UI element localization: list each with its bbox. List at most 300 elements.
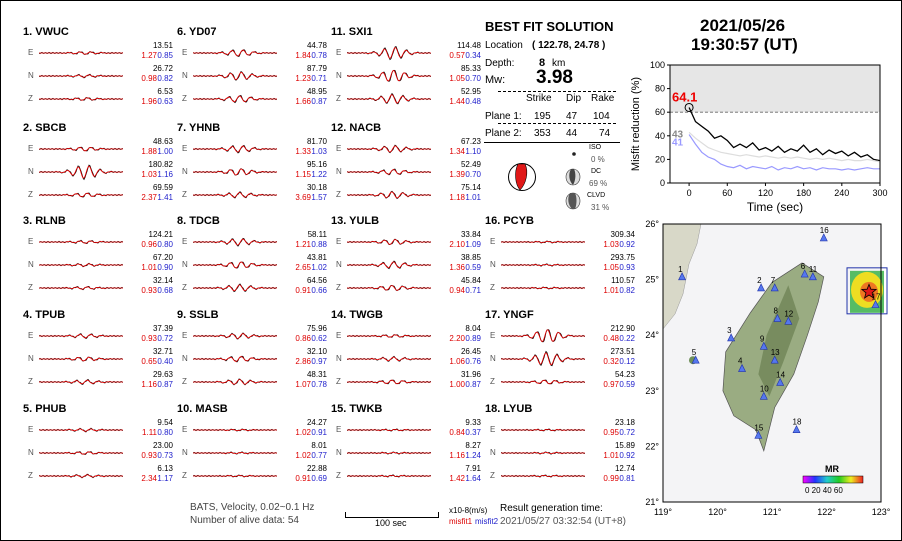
misfit2-value: 0.93 [619, 263, 635, 272]
depth-unit: km [552, 58, 566, 69]
station-number: 7 [770, 275, 776, 285]
waveform-trace [193, 163, 277, 181]
table-divider [498, 91, 616, 92]
lon-label: 123° [871, 507, 891, 517]
station-name: 15. TWKB [331, 403, 383, 415]
location-value: ( 122.78, 24.78 ) [532, 40, 606, 51]
component-label: E [336, 144, 342, 153]
clvd-label: CLVD [587, 192, 606, 199]
lon-label: 122° [817, 507, 836, 517]
misfit2-value: 1.64 [465, 474, 481, 483]
waveform-trace [39, 373, 123, 391]
waveform-trace [39, 67, 123, 85]
misfit2-value: 0.59 [465, 263, 481, 272]
misfit1-value: 1.01 [603, 286, 619, 295]
component-label: E [490, 331, 496, 340]
misfit2-value: 0.71 [465, 286, 481, 295]
misfit1-value: 1.16 [141, 380, 157, 389]
misfit2-value: 1.02 [311, 263, 327, 272]
component-label: Z [182, 94, 187, 103]
misfit2-value: 0.72 [157, 334, 173, 343]
misfit2-value: 1.00 [157, 147, 173, 156]
peak-amplitude: 75.14 [460, 183, 481, 192]
misfit2-value: 0.48 [465, 97, 481, 106]
misfit1-value: 1.16 [449, 451, 465, 460]
misfit2-value: 0.12 [619, 357, 635, 366]
time-scale-label: 100 sec [375, 518, 407, 528]
misfit1-value: 1.36 [449, 263, 465, 272]
waveform-trace [347, 44, 431, 62]
depth-value: 8 [539, 57, 546, 69]
waveform-trace [501, 327, 585, 345]
table-divider-2 [498, 123, 616, 124]
peak-amplitude: 212.90 [610, 324, 635, 333]
misfit1-legend: misfit1 [449, 517, 473, 526]
misfit2-value: 0.82 [157, 74, 173, 83]
waveform-trace [347, 67, 431, 85]
station-number: 6 [800, 262, 806, 272]
station-number: 14 [776, 370, 786, 380]
waveform-trace [347, 373, 431, 391]
component-label: Z [28, 283, 33, 292]
misfit1-value: 1.18 [449, 193, 465, 202]
waveform-trace [39, 467, 123, 485]
solution-divider [484, 142, 620, 143]
component-label: N [182, 71, 188, 80]
waveform-trace [193, 186, 277, 204]
waveform-trace [501, 256, 585, 274]
misfit2-value: 0.40 [157, 357, 173, 366]
misfit2-value: 0.88 [311, 240, 327, 249]
iso-label: ISO [589, 144, 602, 151]
peak-amplitude: 273.51 [610, 347, 635, 356]
component-label: N [336, 71, 342, 80]
waveform-trace [501, 279, 585, 297]
misfit1-value: 0.86 [295, 334, 311, 343]
component-label: E [336, 331, 342, 340]
misfit1-value: 1.33 [295, 147, 311, 156]
waveform-trace [501, 421, 585, 439]
location-label: Location [485, 40, 523, 51]
lat-label: 21° [645, 497, 659, 507]
misfit1-value: 0.32 [603, 357, 619, 366]
plane2-label: Plane 2: [485, 128, 522, 139]
component-label: Z [28, 377, 33, 386]
mw-value: 3.98 [536, 67, 573, 88]
misfit2-value: 1.22 [311, 170, 327, 179]
x-tick-label: 120 [757, 188, 773, 198]
misfit1-value: 2.34 [141, 474, 157, 483]
station-number: 4 [738, 356, 743, 366]
depth-label: Depth: [485, 58, 515, 69]
peak-amplitude: 6.53 [157, 87, 173, 96]
component-label: Z [182, 377, 187, 386]
result-time: 2021/05/27 03:32:54 (UT+8) [500, 516, 626, 527]
misfit2-value: 0.69 [311, 474, 327, 483]
peak-amplitude: 48.63 [152, 137, 173, 146]
misfit1-value: 0.94 [449, 286, 465, 295]
misfit1-value: 2.86 [295, 357, 311, 366]
dc-value: 69 % [589, 179, 608, 188]
component-label: Z [336, 190, 341, 199]
dc-symbol [565, 168, 581, 186]
y-tick-label: 100 [649, 60, 665, 70]
waveform-trace [347, 233, 431, 251]
peak-amplitude: 32.10 [306, 347, 327, 356]
misfit2-value: 0.66 [311, 286, 327, 295]
station-number: 17 [871, 292, 881, 302]
station-number: 1 [678, 264, 683, 274]
component-label: E [182, 48, 188, 57]
peak-amplitude: 67.20 [152, 253, 173, 262]
component-label: N [490, 354, 496, 363]
clvd-symbol [565, 192, 581, 210]
component-label: Z [336, 377, 341, 386]
misfit2-value: 0.76 [465, 357, 481, 366]
component-label: N [182, 354, 188, 363]
misfit1-value: 2.10 [449, 240, 465, 249]
station-number: 5 [691, 348, 697, 358]
peak-amplitude: 95.16 [306, 160, 327, 169]
waveform-trace [193, 467, 277, 485]
x-tick-label: 300 [872, 188, 888, 198]
waveform-trace [39, 350, 123, 368]
bats-label: BATS, Velocity, 0.02~0.1 Hz [190, 502, 315, 513]
station-name: 4. TPUB [23, 309, 66, 321]
station-name: 5. PHUB [23, 403, 67, 415]
waveform-trace [39, 421, 123, 439]
station-number: 11 [808, 264, 818, 274]
rake-header: Rake [591, 93, 615, 104]
misfit1-value: 0.93 [141, 286, 157, 295]
misfit1-value: 1.42 [449, 474, 465, 483]
units-label: x10-8(m/s) [449, 506, 488, 515]
component-label: N [182, 167, 188, 176]
misfit2-value: 0.72 [619, 428, 635, 437]
component-label: Z [336, 471, 341, 480]
misfit1-value: 1.02 [295, 451, 311, 460]
component-label: N [28, 71, 34, 80]
peak-amplitude: 7.91 [465, 464, 481, 473]
y-tick-label: 0 [659, 178, 665, 188]
peak-amplitude: 9.54 [157, 418, 173, 427]
waveform-trace [193, 279, 277, 297]
mr-colorbar-title: MR [825, 464, 839, 474]
component-label: N [490, 448, 496, 457]
x-tick-label: 180 [796, 188, 812, 198]
solution-title: BEST FIT SOLUTION [485, 19, 614, 34]
peak-amplitude: 69.59 [152, 183, 173, 192]
peak-amplitude: 43.81 [306, 253, 327, 262]
misfit2-value: 0.62 [311, 334, 327, 343]
mr-label-43: 43 [672, 129, 684, 141]
misfit1-value: 1.05 [449, 74, 465, 83]
misfit2-value: 0.80 [157, 428, 173, 437]
misfit1-value: 1.11 [142, 428, 157, 437]
misfit1-value: 1.34 [449, 147, 465, 156]
waveform-trace [501, 350, 585, 368]
y-tick-label: 20 [654, 154, 665, 165]
component-label: Z [182, 283, 187, 292]
plane1-dip: 47 [566, 111, 578, 122]
component-label: E [336, 425, 342, 434]
component-label: Z [28, 471, 33, 480]
misfit2-value: 0.73 [157, 451, 173, 460]
waveform-trace [39, 444, 123, 462]
misfit1-value: 1.07 [295, 380, 311, 389]
component-label: Z [336, 283, 341, 292]
component-label: Z [336, 94, 341, 103]
misfit1-value: 1.84 [295, 51, 311, 60]
waveform-trace [347, 256, 431, 274]
plot-lower-band [670, 112, 880, 183]
waveform-trace [39, 279, 123, 297]
misfit2-value: 0.92 [619, 240, 635, 249]
plane1-strike: 195 [534, 111, 551, 122]
waveform-trace [193, 67, 277, 85]
peak-amplitude: 32.71 [152, 347, 173, 356]
misfit2-value: 0.63 [157, 97, 173, 106]
mr-colorbar-ticks: 0 20 40 60 [805, 486, 843, 495]
peak-amplitude: 110.57 [611, 276, 635, 285]
component-label: E [28, 144, 34, 153]
misfit1-value: 2.65 [295, 263, 311, 272]
misfit1-value: 1.27 [141, 51, 157, 60]
peak-amplitude: 31.96 [460, 370, 481, 379]
waveform-trace [193, 444, 277, 462]
station-number: 9 [759, 334, 765, 344]
plane2-rake: 74 [599, 128, 611, 139]
misfit1-value: 1.02 [295, 428, 311, 437]
component-label: E [490, 425, 496, 434]
waveform-trace [501, 233, 585, 251]
alive-count: Number of alive data: 54 [190, 515, 299, 526]
waveform-trace [193, 233, 277, 251]
plane2-strike: 353 [534, 128, 551, 139]
x-axis-label: Time (sec) [746, 200, 804, 214]
peak-amplitude: 87.79 [306, 64, 327, 73]
component-label: Z [28, 190, 33, 199]
component-label: E [182, 331, 188, 340]
station-name: 10. MASB [177, 403, 228, 415]
misfit1-value: 1.23 [295, 74, 311, 83]
misfit2-value: 0.37 [465, 428, 481, 437]
station-name: 9. SSLB [177, 309, 219, 321]
misfit2-value: 0.87 [157, 380, 173, 389]
mr-label-41: 41 [672, 137, 684, 149]
component-label: Z [490, 283, 495, 292]
misfit1-value: 0.91 [295, 286, 311, 295]
component-label: E [182, 425, 188, 434]
dip-header: Dip [566, 93, 582, 104]
peak-amplitude: 48.31 [306, 370, 327, 379]
component-label: E [182, 237, 188, 246]
waveform-trace [193, 421, 277, 439]
component-label: N [28, 167, 34, 176]
peak-amplitude: 114.48 [457, 41, 481, 50]
component-label: N [28, 448, 34, 457]
mr-colorbar [803, 476, 863, 483]
misfit2-value: 0.92 [619, 451, 635, 460]
dc-label: DC [591, 168, 602, 175]
peak-amplitude: 8.04 [465, 324, 481, 333]
component-label: N [28, 354, 34, 363]
peak-amplitude: 81.70 [306, 137, 327, 146]
peak-amplitude: 37.39 [152, 324, 173, 333]
component-label: N [336, 448, 342, 457]
misfit1-value: 1.00 [449, 380, 465, 389]
peak-amplitude: 309.34 [610, 230, 635, 239]
misfit2-value: 0.22 [619, 334, 635, 343]
lat-label: 26° [645, 219, 659, 229]
misfit2-value: 0.87 [465, 380, 481, 389]
misfit1-value: 1.39 [449, 170, 465, 179]
waveform-trace [347, 327, 431, 345]
waveform-trace [39, 163, 123, 181]
misfit2-legend: misfit2 [475, 517, 499, 526]
waveform-trace [193, 90, 277, 108]
misfit2-value: 0.59 [619, 380, 635, 389]
misfit2-value: 0.68 [157, 286, 173, 295]
strike-header: Strike [526, 93, 552, 104]
waveform-trace [347, 90, 431, 108]
misfit1-value: 0.98 [141, 74, 157, 83]
component-label: N [182, 448, 188, 457]
misfit2-value: 0.78 [311, 51, 327, 60]
lat-label: 24° [645, 330, 659, 341]
station-number: 8 [773, 306, 778, 316]
lon-label: 121° [762, 507, 782, 517]
waveform-trace [193, 327, 277, 345]
waveform-trace [39, 140, 123, 158]
peak-amplitude: 8.27 [465, 441, 481, 450]
waveform-trace [39, 327, 123, 345]
iso-symbol [570, 150, 578, 158]
peak-amplitude: 52.49 [460, 160, 481, 169]
misfit1-value: 1.44 [449, 97, 465, 106]
iso-value: 0 % [591, 155, 605, 164]
waveform-trace [193, 350, 277, 368]
misfit1-value: 0.84 [449, 428, 465, 437]
misfit1-value: 1.21 [295, 240, 311, 249]
misfit2-value: 1.09 [465, 240, 481, 249]
peak-amplitude: 15.89 [614, 441, 635, 450]
station-number: 13 [770, 348, 780, 358]
station-name: 6. YD07 [177, 26, 217, 38]
station-name: 17. YNGF [485, 309, 534, 321]
waveform-trace [347, 444, 431, 462]
waveform-trace [347, 350, 431, 368]
misfit2-value: 1.16 [157, 170, 173, 179]
misfit2-value: 1.17 [157, 474, 173, 483]
misfit2-value: 0.80 [157, 240, 173, 249]
peak-amplitude: 6.13 [157, 464, 173, 473]
station-name: 7. YHNB [177, 122, 221, 134]
misfit1-value: 0.93 [141, 451, 157, 460]
plane1-rake: 104 [593, 111, 610, 122]
peak-amplitude: 32.14 [152, 276, 173, 285]
misfit2-value: 0.81 [619, 474, 635, 483]
y-tick-label: 60 [654, 107, 665, 118]
misfit2-value: 1.01 [465, 193, 481, 202]
component-label: N [336, 260, 342, 269]
station-number: 2 [757, 275, 762, 285]
waveform-trace [347, 279, 431, 297]
lat-label: 23° [645, 385, 659, 396]
peak-amplitude: 75.96 [306, 324, 327, 333]
waveform-trace [347, 186, 431, 204]
waveform-trace [39, 233, 123, 251]
component-label: Z [182, 471, 187, 480]
waveform-trace [347, 163, 431, 181]
peak-amplitude: 45.84 [460, 276, 481, 285]
waveform-trace [39, 186, 123, 204]
station-name: 2. SBCB [23, 122, 67, 134]
station-name: 8. TDCB [177, 215, 220, 227]
station-number: 18 [792, 417, 802, 427]
waveform-trace [193, 373, 277, 391]
peak-amplitude: 22.88 [306, 464, 327, 473]
peak-amplitude: 33.84 [460, 230, 481, 239]
misfit1-value: 1.15 [295, 170, 311, 179]
peak-amplitude: 67.23 [460, 137, 481, 146]
misfit2-value: 0.78 [311, 380, 327, 389]
misfit1-value: 0.95 [603, 428, 619, 437]
misfit2-value: 0.87 [311, 97, 327, 106]
peak-amplitude: 24.27 [306, 418, 327, 427]
lat-label: 25° [645, 274, 659, 285]
mw-label: Mw: [485, 74, 506, 86]
component-label: N [182, 260, 188, 269]
plane1-label: Plane 1: [485, 111, 522, 122]
misfit2-value: 1.41 [157, 193, 173, 202]
misfit1-value: 1.01 [603, 451, 619, 460]
misfit1-value: 2.37 [141, 193, 157, 202]
misfit1-value: 1.66 [295, 97, 311, 106]
peak-amplitude: 26.45 [460, 347, 481, 356]
waveform-trace [347, 421, 431, 439]
x-tick-label: 0 [686, 188, 692, 198]
station-name: 13. YULB [331, 215, 380, 227]
station-number: 12 [784, 309, 794, 319]
waveform-trace [501, 444, 585, 462]
component-label: Z [490, 377, 495, 386]
station-name: 18. LYUB [485, 403, 533, 415]
peak-amplitude: 64.56 [306, 276, 327, 285]
waveform-trace [347, 467, 431, 485]
peak-amplitude: 44.78 [306, 41, 327, 50]
component-label: E [28, 237, 34, 246]
misfit1-value: 1.88 [141, 147, 157, 156]
misfit2-value: 0.70 [465, 74, 481, 83]
misfit1-value: 3.69 [295, 193, 311, 202]
station-name: 14. TWGB [331, 309, 383, 321]
component-label: E [336, 48, 342, 57]
misfit1-value: 1.06 [449, 357, 465, 366]
peak-amplitude: 180.82 [148, 160, 173, 169]
misfit1-value: 1.03 [141, 170, 157, 179]
component-label: N [336, 167, 342, 176]
event-date: 2021/05/26 [700, 16, 786, 35]
station-number: 16 [819, 225, 829, 235]
misfit2-value: 0.34 [465, 51, 481, 60]
component-label: N [28, 260, 34, 269]
peak-amplitude: 9.33 [465, 418, 481, 427]
peak-amplitude: 85.33 [460, 64, 481, 73]
peak-amplitude: 8.01 [311, 441, 327, 450]
component-label: E [28, 425, 34, 434]
x-tick-label: 60 [722, 188, 733, 198]
